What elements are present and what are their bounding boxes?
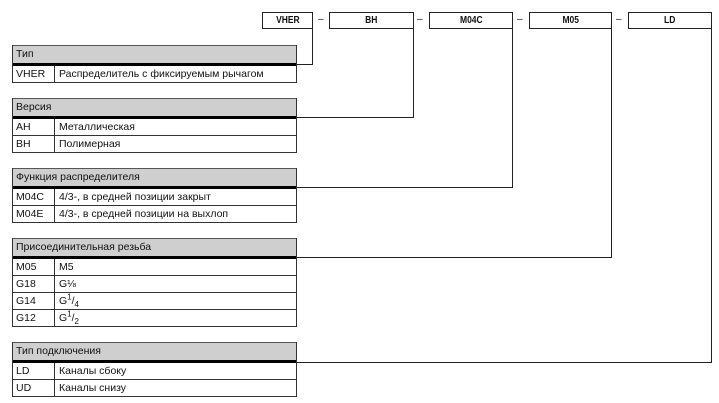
code-cell: UD	[13, 380, 55, 396]
table-title: Тип подключения	[13, 342, 296, 363]
fraction-numerator: 1	[67, 292, 72, 302]
table-title: Присоединительная резьба	[13, 238, 296, 259]
code-cell: BH	[13, 136, 55, 152]
code-segment-thread	[529, 12, 612, 29]
desc-cell: Каналы сбоку	[59, 365, 127, 377]
desc-text: G	[59, 295, 68, 307]
table-row	[13, 293, 296, 310]
desc-cell: $G^1/_2$	[59, 309, 79, 327]
table-row	[13, 66, 296, 83]
table-title: Функция распределителя	[13, 168, 296, 189]
code-cell: M05	[13, 259, 55, 275]
code-cell: M04C	[13, 189, 55, 205]
connector	[512, 28, 513, 188]
desc-cell: Полимерная	[59, 138, 121, 150]
desc-cell: G⅛	[59, 278, 76, 290]
code-text: VHER	[275, 15, 300, 26]
code-cell: M04E	[13, 206, 55, 222]
desc-cell: Каналы снизу	[59, 382, 127, 394]
table-row	[13, 206, 296, 223]
separator: –	[517, 14, 523, 25]
desc-cell: M5	[59, 261, 74, 273]
code-cell: AH	[13, 119, 55, 135]
table-title: Версия	[13, 98, 296, 119]
table-row	[13, 136, 296, 153]
desc-cell: $G^1/_4$	[59, 292, 79, 310]
code-cell: G12	[13, 310, 55, 326]
desc-cell: Распределитель с фиксируемым рычагом	[59, 68, 264, 80]
separator: –	[318, 14, 324, 25]
table-row	[13, 310, 296, 327]
code-text: M04C	[459, 15, 483, 26]
table-row	[13, 119, 296, 136]
code-cell: VHER	[13, 66, 55, 82]
code-text: BH	[365, 15, 378, 26]
separator: –	[417, 14, 423, 25]
table-connection	[12, 342, 297, 397]
table-thread	[12, 238, 297, 327]
desc-text: G	[59, 312, 68, 324]
code-text: LD	[664, 15, 676, 26]
desc-cell: 4/3-, в средней позиции на выхлоп	[59, 208, 229, 220]
connector	[296, 64, 313, 65]
table-type	[12, 45, 297, 83]
connector	[611, 28, 612, 258]
desc-cell: Металлическая	[59, 121, 135, 133]
desc-cell: 4/3-, в средней позиции закрыт	[59, 191, 211, 203]
table-function	[12, 168, 297, 223]
fraction-numerator: 1	[67, 309, 72, 319]
connector	[296, 117, 414, 118]
code-cell: G18	[13, 276, 55, 292]
table-row	[13, 259, 296, 276]
table-row	[13, 276, 296, 293]
connector	[296, 187, 513, 188]
connector	[413, 28, 414, 118]
fraction-denominator: 4	[74, 300, 79, 310]
connector	[296, 257, 612, 258]
code-cell: LD	[13, 363, 55, 379]
separator: –	[616, 14, 622, 25]
table-title: Тип	[13, 45, 296, 66]
connector	[312, 28, 313, 65]
connector	[296, 362, 712, 363]
code-segment-connection	[628, 12, 712, 29]
fraction-denominator: 2	[74, 317, 79, 327]
table-row	[13, 189, 296, 206]
code-cell: G14	[13, 293, 55, 309]
code-segment-function	[429, 12, 513, 29]
code-segment-version	[329, 12, 414, 29]
code-segment-type	[262, 12, 313, 29]
table-row	[13, 363, 296, 380]
code-text: M05	[562, 15, 579, 26]
table-version	[12, 98, 297, 153]
connector	[711, 28, 712, 363]
table-row	[13, 380, 296, 397]
